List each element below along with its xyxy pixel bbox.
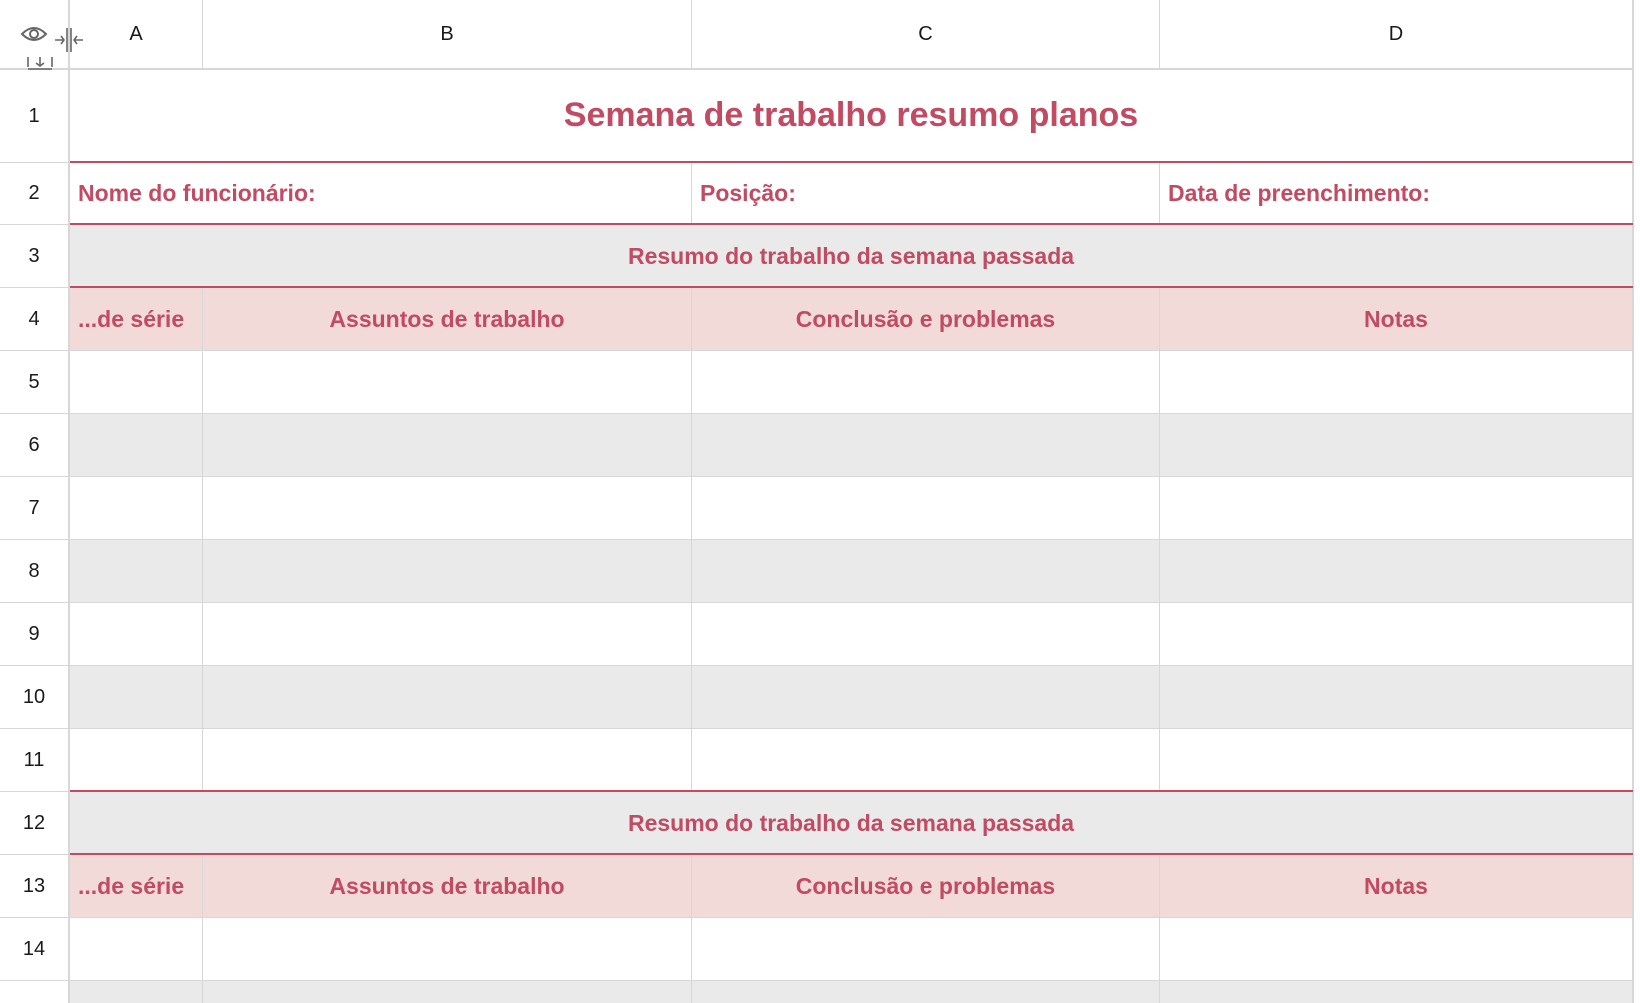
table-cell[interactable]: [692, 918, 1160, 981]
header-notes[interactable]: [1160, 855, 1633, 918]
column-header-row: [0, 0, 1640, 70]
header-conclusion[interactable]: [692, 288, 1160, 351]
table-cell[interactable]: [203, 603, 692, 666]
row-header-7[interactable]: 7: [0, 477, 70, 540]
table-row: [70, 414, 1633, 477]
table-cell[interactable]: [692, 540, 1160, 603]
header-conclusion-label: Conclusão e problemas: [795, 305, 1056, 332]
table-cell[interactable]: [692, 351, 1160, 414]
header-subjects[interactable]: [203, 288, 692, 351]
row-3: [70, 225, 1633, 288]
table-cell[interactable]: [203, 351, 692, 414]
header-notes[interactable]: [1160, 288, 1633, 351]
employee-name-label: Nome do funcionário:: [78, 180, 316, 206]
table-cell[interactable]: [70, 603, 203, 666]
table-cell[interactable]: [692, 414, 1160, 477]
sheet-corner: [0, 0, 70, 70]
column-header-c[interactable]: C: [692, 0, 1160, 68]
row-header-1[interactable]: 1: [0, 70, 70, 163]
sheet-right-edge: [1633, 0, 1640, 1003]
eye-icon[interactable]: [20, 24, 48, 44]
header-conclusion-label: Conclusão e problemas: [795, 872, 1056, 899]
table-row: [70, 918, 1633, 981]
section-2-title: Resumo do trabalho da semana passada: [627, 810, 1075, 836]
table-cell[interactable]: [692, 603, 1160, 666]
row-1: [70, 70, 1633, 163]
column-header-b[interactable]: B: [203, 0, 692, 68]
section-1-title: Resumo do trabalho da semana passada: [627, 243, 1075, 269]
table-cell[interactable]: [70, 666, 203, 729]
section-2-title-cell[interactable]: [70, 792, 1633, 855]
employee-name-cell[interactable]: [70, 163, 692, 225]
column-header-a[interactable]: A: [70, 0, 203, 68]
table-cell[interactable]: [70, 351, 203, 414]
table-cell[interactable]: [203, 666, 692, 729]
table-row: [70, 729, 1633, 792]
row-header-15[interactable]: [0, 981, 70, 1003]
row-header-3[interactable]: 3: [0, 225, 70, 288]
header-serial-label: ...de série: [78, 872, 185, 899]
row-header-13[interactable]: 13: [0, 855, 70, 918]
table-cell[interactable]: [1160, 666, 1633, 729]
row-4: [70, 288, 1633, 351]
header-serial[interactable]: [70, 288, 203, 351]
table-row: [70, 603, 1633, 666]
table-cell[interactable]: [203, 477, 692, 540]
row-header-12[interactable]: 12: [0, 792, 70, 855]
section-1-title-cell[interactable]: [70, 225, 1633, 288]
table-cell[interactable]: [692, 666, 1160, 729]
table-cell[interactable]: [1160, 603, 1633, 666]
row-header-6[interactable]: 6: [0, 414, 70, 477]
row-header-5[interactable]: 5: [0, 351, 70, 414]
table-row: [70, 540, 1633, 603]
table-cell[interactable]: [692, 729, 1160, 792]
table-cell[interactable]: [1160, 477, 1633, 540]
column-header-d[interactable]: D: [1160, 0, 1633, 68]
row-header-14[interactable]: 14: [0, 918, 70, 981]
header-subjects-label: Assuntos de trabalho: [329, 872, 565, 899]
table-cell[interactable]: [70, 477, 203, 540]
row-header-4[interactable]: 4: [0, 288, 70, 351]
row-13: [70, 855, 1633, 918]
row-12: [70, 792, 1633, 855]
position-cell[interactable]: [692, 163, 1160, 225]
table-cell[interactable]: [70, 918, 203, 981]
table-cell[interactable]: [70, 414, 203, 477]
header-serial-label: ...de série: [78, 305, 185, 332]
table-cell[interactable]: [203, 414, 692, 477]
header-serial[interactable]: [70, 855, 203, 918]
header-subjects-label: Assuntos de trabalho: [329, 305, 565, 332]
sheet-title: Semana de trabalho resumo planos: [563, 96, 1139, 134]
table-row: [70, 981, 1633, 1003]
table-row: [70, 477, 1633, 540]
title-cell[interactable]: [70, 70, 1633, 163]
table-cell[interactable]: [1160, 414, 1633, 477]
table-cell[interactable]: [203, 918, 692, 981]
table-cell[interactable]: [692, 981, 1160, 1003]
table-cell[interactable]: [70, 981, 203, 1003]
position-label: Posição:: [700, 180, 796, 206]
table-cell[interactable]: [1160, 729, 1633, 792]
row-2: [70, 163, 1633, 225]
header-subjects[interactable]: [203, 855, 692, 918]
row-header-9[interactable]: 9: [0, 603, 70, 666]
table-cell[interactable]: [203, 981, 692, 1003]
table-cell[interactable]: [1160, 981, 1633, 1003]
table-cell[interactable]: [70, 540, 203, 603]
table-row: [70, 351, 1633, 414]
date-cell[interactable]: [1160, 163, 1633, 225]
date-label: Data de preenchimento:: [1168, 180, 1430, 206]
table-cell[interactable]: [70, 729, 203, 792]
row-header-11[interactable]: 11: [0, 729, 70, 792]
table-cell[interactable]: [1160, 918, 1633, 981]
table-cell[interactable]: [1160, 351, 1633, 414]
row-header-10[interactable]: 10: [0, 666, 70, 729]
table-cell[interactable]: [692, 477, 1160, 540]
row-header-2[interactable]: 2: [0, 163, 70, 225]
header-conclusion[interactable]: [692, 855, 1160, 918]
row-header-8[interactable]: 8: [0, 540, 70, 603]
header-notes-label: Notas: [1364, 872, 1428, 899]
header-notes-label: Notas: [1364, 305, 1428, 332]
table-cell[interactable]: [203, 540, 692, 603]
table-cell[interactable]: [203, 729, 692, 792]
table-cell[interactable]: [1160, 540, 1633, 603]
table-row: [70, 666, 1633, 729]
